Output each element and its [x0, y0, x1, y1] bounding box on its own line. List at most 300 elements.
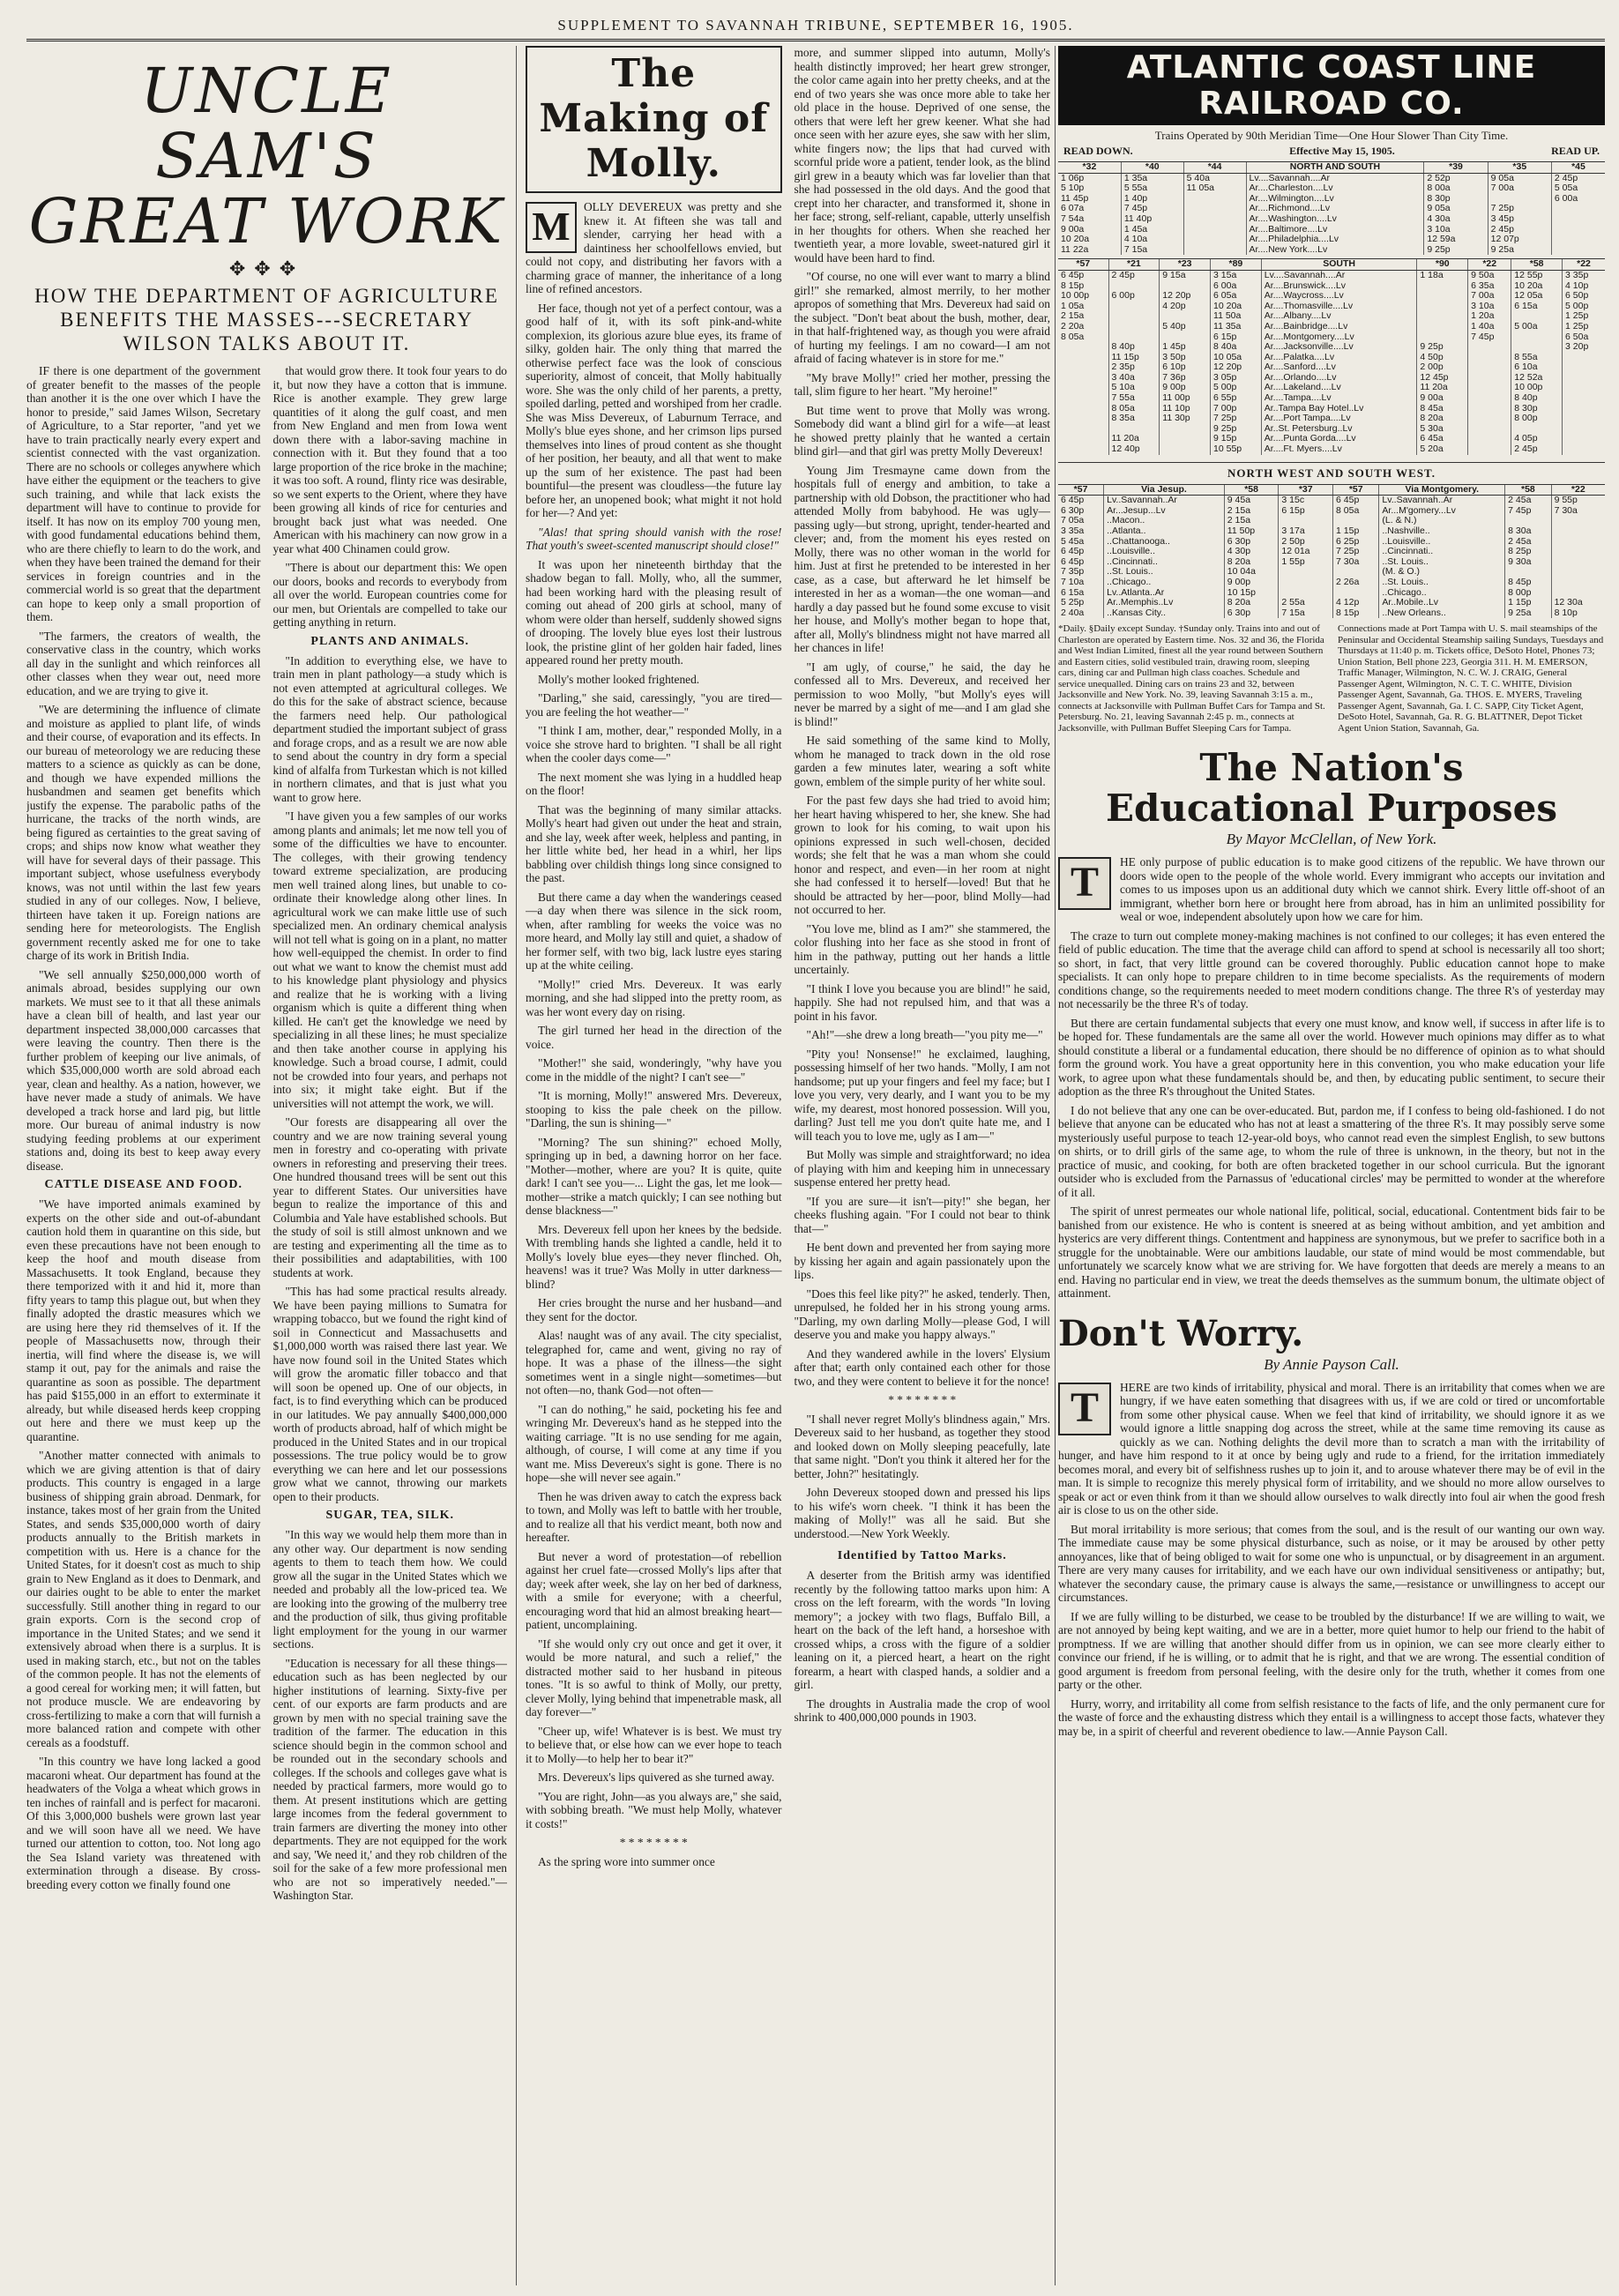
paragraph: The girl turned her head in the direction of the voice.	[526, 1024, 782, 1051]
timetable-cell: 2 15a	[1224, 516, 1279, 526]
timetable-cell: Lv..Savannah..Ar	[1379, 496, 1505, 506]
timetable-cell	[1468, 362, 1511, 373]
quotation: "Alas! that spring should vanish with the rose! That youth's sweet-scented manuscript should close!"	[526, 525, 782, 552]
timetable-cell: 8 20a	[1224, 598, 1279, 608]
timetable-cell: 11 50a	[1211, 311, 1262, 322]
timetable-cell: 6 30p	[1061, 504, 1085, 516]
timetable-cell: 11 05a	[1183, 183, 1246, 194]
timetable-cell: 2 35p	[1108, 362, 1160, 373]
timetable-cell: 11 20a	[1108, 434, 1160, 444]
timetable-cell: Ar....Tampa....Lv	[1261, 393, 1417, 404]
timetable-cell: 9 30a	[1505, 557, 1551, 568]
timetable-cell	[1058, 424, 1108, 435]
timetable-header-cell: *37	[1279, 484, 1333, 496]
timetable-header-cell: *58	[1224, 484, 1279, 496]
paragraph: "Of course, no one will ever want to marry a blind girl!" she remarked, almost merrily, to her mother apropos of something that Mrs. Devereux had said on the subject. "Don't beat about the bush, mother, dear, in that half-frightened way, as though you were afraid of hurting my feelings. I am no coward—I am not afraid of facing whatever is in store for me."	[794, 270, 1050, 365]
timetable-cell	[1468, 353, 1511, 363]
paragraph: But Molly was simple and straightforward; no idea of playing with him and keeping him in unnecessary suspense entered her pretty head.	[794, 1148, 1050, 1189]
timetable-cell: 10 04a	[1224, 567, 1279, 578]
timetable-cell: 2 45p	[1551, 173, 1605, 183]
tattoo-paragraph: A deserter from the British army was identified recently by the following tattoo marks upon him: A cross on the left forearm, with the words "In loving memory"; a jockey with two flags, Buffalo Bill, a heart on the back of the left hand, a horseshoe with crossed whips, a cross with the figure of a soldier leaning on it, a pierced heart, a heart on the right forearm, a heart with clasped hands, a soldier and a girl.	[794, 1569, 1050, 1691]
timetable-cell: 4 12p	[1333, 598, 1379, 608]
paragraph: "I shall never regret Molly's blindness again," Mrs. Devereux said to her husband, as together they stood and looked down on Molly sleeping peacefully, late that same night. "Don't you think it altered her for the better, John?" hesitatingly.	[794, 1412, 1050, 1480]
paragraph: Young Jim Tresmayne came down from the hospitals full of energy and ambition, to take a partnership with old Dobson, the practitioner who had attended Molly from babyhood. He was ugly—passing ugly—but strong, upright, tender-hearted and clever; and, from the moment his eyes rested on Molly, there was no other woman in the world for him. Just at first he pretended to be interested in her case, as a case, but afterward he let himself be interested in her as a woman—the one woman—and hardly a day passed but he found some excuse to visit her house, and Molly's mother began to hope that, after all, Molly's blindness might not have marred all her chances in life!	[794, 463, 1050, 654]
timetable-cell: 10 55p	[1211, 444, 1262, 455]
paragraph: That was the beginning of many similar attacks. Molly's heart had given out under the heat and strain, and she lay, week after week, helpless and panting, in her little white bed, her head in a whirl, her lips babbling over childish things long since consigned to the past.	[526, 802, 782, 884]
timetable-cell: 8 30p	[1511, 404, 1563, 414]
timetable-cell: Ar....Punta Gorda....Lv	[1261, 434, 1417, 444]
timetable-cell: 1 15p	[1505, 598, 1551, 608]
paragraph: "My brave Molly!" cried her mother, pressing the tall, slim figure to her heart. "My heroine!"	[794, 370, 1050, 398]
railroad-advertisement	[1058, 46, 1605, 734]
timetable-cell: 1 25p	[1563, 322, 1605, 332]
timetable-cell: 6 15a	[1061, 586, 1085, 598]
timetable-cell: 9 25a	[1488, 245, 1551, 256]
timetable-cell: 8 00p	[1511, 414, 1563, 424]
title-line-1: UNCLE SAM'S	[140, 55, 393, 192]
timetable-cell: 6 00a	[1211, 281, 1262, 292]
timetable-header-cell: *23	[1160, 259, 1211, 271]
timetable-cell: 1 55p	[1279, 557, 1333, 568]
paragraph: But moral irritability is more serious; that comes from the soul, and is the result of our wanting our own way. The immediate cause may be some physical disturbance, such as noise, or it may be aroused by other petty annoyances, like that of being obliged to wait for some one who is unpunctual, or by disagreement in an argument. There are very many causes for irritability, and we each have our own individual sensitiveness or antipathy; but, whatever the secondary cause, the primary cause is always the same,—resistance or unwillingness to accept our circumstances.	[1058, 1522, 1605, 1605]
timetable-cell: 7 35p	[1061, 566, 1085, 578]
timetable-cell: Ar....Waycross....Lv	[1261, 291, 1417, 302]
drop-cap: M	[526, 202, 577, 253]
timetable-cell	[1417, 291, 1468, 302]
timetable-cell: 4 10p	[1563, 281, 1605, 292]
timetable-cell: 5 10a	[1108, 383, 1160, 393]
paragraph: But there are certain fundamental subjects that every one must know, and know well, if success in after life is to be hoped for. These fundamentals are the same all over the world. However much opinions may differ as to what should constitute a liberal or a fundamental education, there should be no difference of opinion as to what should form the ground work. You have a great opportunity here in this convention, you who make education your life work, to agree upon what these fundamentals should be, and then, by educating public sentiment, to secure their adoption as the three R's throughout the United States.	[1058, 1016, 1605, 1099]
timetable-cell: 5 55a	[1121, 183, 1183, 194]
paragraph: And they wandered awhile in the lovers' Elysium after that; earth only contained each other for those two, and they were content to believe it for the nonce!	[794, 1346, 1050, 1388]
timetable-cell: 11 50p	[1224, 526, 1279, 537]
timetable-cell: 8 10p	[1551, 608, 1605, 619]
timetable-cell: 6 25p	[1333, 537, 1379, 548]
timetable-cell	[1551, 537, 1605, 548]
timetable-cell: 1 06p	[1061, 172, 1085, 183]
timetable-cell	[1058, 383, 1108, 393]
paragraph: "This has had some practical results already. We have been paying millions to Sumatra for wrapping tobacco, but we found the right kind of soil in Connecticut and Massachusetts and $1,000,000 worth was raised there last year. We have now found soil in the United States which will grow the aromatic filler tobacco and that will soon be opened up. One of our objects, in fact, is to find everything which can be produced in our latitudes. We pay annually $400,000,000 worth of products abroad, half of which might be produced in the United States and in our tropical possessions. The true policy would be to grow everything we can here and let our possessions grow what we cannot, throwing our markets open to their products.	[272, 1285, 507, 1503]
timetable-row	[1058, 342, 1605, 353]
timetable-cell: Ar..St. Petersburg..Lv	[1261, 424, 1417, 435]
timetable-cell	[1417, 311, 1468, 322]
timetable-cell: 3 05p	[1211, 373, 1262, 384]
timetable-cell: 8 25p	[1505, 547, 1551, 557]
paragraph: Molly's mother looked frightened.	[538, 672, 700, 686]
timetable-cell: 2 26a	[1333, 578, 1379, 588]
paragraph: Mrs. Devereux fell upon her knees by the bedside. With trembling hands she lighted a candle, held it to Molly's lovely blue eyes—they never flinched. Oh, heavens! was it true? Was Molly in utter darkness—blind?	[526, 1222, 782, 1291]
timetable-cell: 8 35a	[1108, 414, 1160, 424]
timetable-cell: 7 54a	[1061, 212, 1085, 224]
timetable-header-cell: NORTH AND SOUTH	[1246, 162, 1424, 174]
timetable-cell	[1511, 332, 1563, 343]
timetable-cell: ..Kansas City..	[1104, 608, 1225, 619]
paragraph: "You love me, blind as I am?" she stammered, the color flushing into her face as she stood in front of him in the pathway, putting out her hands a little uncertainly.	[794, 921, 1050, 976]
timetable-cell	[1108, 302, 1160, 312]
timetable-cell	[1183, 225, 1246, 235]
timetable-cell: 9 15p	[1211, 434, 1262, 444]
timetable-cell: 12 45p	[1417, 373, 1468, 384]
timetable-cell: 8 00p	[1505, 588, 1551, 599]
timetable-header-cell: *22	[1468, 259, 1511, 271]
timetable-cell: 5 40a	[1183, 173, 1246, 183]
timetable-header-row	[1058, 484, 1605, 496]
timetable-cell	[1563, 404, 1605, 414]
timetable-cell: 7 10a	[1061, 576, 1085, 587]
timetable-row	[1058, 608, 1605, 619]
timetable-cell: 9 25a	[1505, 608, 1551, 619]
timetable-cell: 8 40a	[1211, 342, 1262, 353]
timetable-cell: 8 05a	[1333, 506, 1379, 517]
timetable-cell: 6 45p	[1061, 269, 1085, 280]
title-line-2: GREAT WORK	[28, 185, 505, 257]
timetable-north	[1058, 161, 1605, 255]
timetable-cell: ..Nashville..	[1379, 526, 1505, 537]
timetable-cell	[1468, 414, 1511, 424]
timetable-cell	[1563, 393, 1605, 404]
timetable-cell: Lv....Savannah....Ar	[1261, 270, 1417, 280]
timetable-header-cell: *35	[1488, 162, 1551, 174]
timetable-cell: 10 05a	[1211, 353, 1262, 363]
timetable-header-row	[1058, 259, 1605, 271]
timetable-cell: ..Chicago..	[1379, 588, 1505, 599]
paragraph: "We are determining the influence of climate and moisture as applied to plant life, of winds and their course, of evaporation and its effects. In our bureau of meteorology we are reducing these matters to a science as quickly as can be done, and though we have expended millions the husbandmen and seamen get benefits which justify the expense. The parabolic paths of the hurricane, the tracks of the north winds, are being figured as certainties to the great saving of crops; and ships now know what weather they will have for several days of their passage. This important subject, whose usefulness everybody knows, was not until within the last few years studied in any of our colleges. Now, I believe, thirteen have taken it up. Foreign nations are sending here for meteorologists. The English government recently asked me for one to take charge of its work in British India.	[26, 703, 261, 962]
timetable-cell	[1551, 557, 1605, 568]
timetable-cell	[1468, 444, 1511, 455]
paragraph: "In this country we have long lacked a good macaroni wheat. Our department has found at the headwaters of the Volga a wheat which grows in ten inches of rainfall and is perfect for macaroni. Of this 3,000,000 bushels were grown last year and we will soon have all we need. We have turned our attention to cotton, too. Not long ago the Sea Island variety was threatened with extermination through a disease. By cross-breeding every cotton we finally found one	[26, 1755, 261, 1891]
timetable-cell	[1551, 235, 1605, 245]
effective-date: Effective May 15, 1905.	[1289, 145, 1395, 157]
timetable-cell: 8 40p	[1108, 342, 1160, 353]
timetable-cell: ..Cincinnati..	[1379, 547, 1505, 557]
timetable-cell: Ar...M'gomery...Lv	[1379, 506, 1505, 517]
paragraph: "Morning? The sun shining?" echoed Molly, springing up in bed, a dawning horror on her face. "Mother—mother, where are you? It is quite, quite dark! I can't see you—... Light the gas, let me look—mother—strike a match quickly; I can see nothing but dense blackness—"	[526, 1135, 782, 1217]
timetable-cell	[1511, 342, 1563, 353]
timetable-cell	[1563, 383, 1605, 393]
timetable-cell: Ar....Lakeland....Lv	[1261, 383, 1417, 393]
paragraph: Her face, though not yet of a perfect contour, was a good half of it, with its soft pink-and-white complexion, its glorious azure blue eyes, its frame of silky, golden hair. The only thing that marred the otherwise perfect face was the look of conscious superiority, almost of conceit, that Molly habitually wore. She was the only child of her parents, a pretty, spoiled darling, petted and worshiped from her cradle. She was Miss Devereux, of Laburnum Terrace, and Molly's blue eyes shone, and her crimson lips pursed themselves into lines of proud content as she thought of her position, her beauty, and all that went to make up the sum of her existence. The past had been bountiful—the present was cloudless—the future lay before her, an unopened book; what might it not hold for her—? And yet:	[526, 301, 782, 519]
timetable-cell: Ar....Bainbridge....Lv	[1261, 322, 1417, 332]
timetable-cell	[1417, 302, 1468, 312]
nation-article	[1058, 748, 1605, 1301]
timetable-cell: 1 45p	[1160, 342, 1211, 353]
timetable-cell: ..Louisville..	[1379, 537, 1505, 548]
paragraph: HERE are two kinds of irritability, physical and moral. There is an irritability that comes when we are hungry, if we have eaten something that disagrees with us, if we are cold or tired or uncomfortable from some other physical cause. When we feel that kind of irritability, we should ignore it as we would ignore a little snapping dog across the street, while at the same time removing its cause as quickly as we can. Nothing delights the devil more than to scratch a man with the irritability of hunger, and have him respond to it at once by being ugly and rude to a friend, for the irritation immediately becomes moral, and every bit of selfishness rushes up to join it, and to arouse whatever there may be of evil in the man. It is simple to recognize this merely physical form of irritability, and we should no more allow ourselves to speak or act or even think from it than we should allow ourselves to walk directly into foul air when the good fresh air is close to us on the other side.	[1058, 1380, 1605, 1517]
timetable-cell: 7 00a	[1488, 183, 1551, 194]
subheading: PLANTS AND ANIMALS.	[310, 634, 470, 648]
timetable-cell	[1563, 424, 1605, 435]
timetable-cell	[1551, 547, 1605, 557]
timetable-header-cell: *57	[1058, 484, 1104, 496]
timetable-cell	[1417, 322, 1468, 332]
timetable-cell: 5 30a	[1417, 424, 1468, 435]
timetable-cell	[1058, 373, 1108, 384]
timetable-cell: 9 45a	[1224, 496, 1279, 506]
timetable-cell: 7 25p	[1333, 547, 1379, 557]
paragraph: "I can do nothing," he said, pocketing his fee and wringing Mr. Devereux's hand as he stepped into the waiting carriage. "It is no use sending for me again, although, of course, I will come at any time if you want me. Miss Devereux's sight is gone. There is no hope—she will never see again."	[526, 1402, 782, 1484]
timetable-cell: Ar....Brunswick....Lv	[1261, 281, 1417, 292]
timetable-cell: Ar....Charleston....Lv	[1246, 183, 1424, 194]
molly-article	[526, 46, 1050, 2285]
timetable-cell	[1551, 516, 1605, 526]
paragraph: "Darling," she said, caressingly, "you are tired—you are feeling the hot weather—"	[526, 691, 782, 719]
byline: By Annie Payson Call.	[1264, 1355, 1399, 1373]
timetable-cell: Ar..Tampa Bay Hotel..Lv	[1261, 404, 1417, 414]
timetable-cell: 2 45a	[1505, 496, 1551, 506]
timetable-cell: 12 30a	[1551, 598, 1605, 608]
timetable-cell: 8 55a	[1511, 353, 1563, 363]
timetable-cell: Ar....Richmond....Lv	[1246, 204, 1424, 214]
timetable-cell: Lv..Savannah..Ar	[1104, 496, 1225, 506]
paragraph: The craze to turn out complete money-making machines is not confined to our colleges; it has even entered the field of public education. The time that the average child can afford to spend at school is necessarily all too short; so short, in fact, that very little ground can be covered thoroughly. Public education cannot hope to make specialists. It can only hope to prepare children to in time become specialists. As the requirements of modern conditions change, so the requirements needed to meet modern conditions change. The three R's of yesterday may not necessarily be the three R's of today.	[1058, 928, 1605, 1011]
timetable-cell	[1183, 204, 1246, 214]
timetable-cell: 6 50p	[1563, 291, 1605, 302]
timetable-cell: 11 40p	[1121, 214, 1183, 225]
timetable-cell: 12 59a	[1424, 235, 1488, 245]
timetable-cell: 3 35a	[1061, 526, 1085, 536]
timetable-cell: 6 30p	[1224, 608, 1279, 619]
paragraph: Mrs. Devereux's lips quivered as she turned away.	[538, 1770, 775, 1784]
section-break: * * * * * * * *	[888, 1393, 957, 1406]
body-column-left	[526, 46, 782, 1874]
timetable-header-cell: *40	[1121, 162, 1183, 174]
timetable-cell: 12 05a	[1511, 291, 1563, 302]
timetable-cell	[1551, 567, 1605, 578]
timetable-cell: 6 45p	[1061, 495, 1085, 506]
timetable-cell: 8 15p	[1061, 280, 1085, 291]
timetable-row	[1058, 526, 1605, 537]
notes-right: Connections made at Port Tampa with U. S. mail steamships of the Peninsular and Occidental Steamship sailing Sundays, Tuesdays and Thursdays at 11:40 p. m. Tickets office, DeSoto Hotel, Phones 73; Union Station, Bell phone 223, Georgia 311. H. M. EMERSON, Traffic Manager, Wilmington, N. C. W. J. CRAIG, General Passenger Agent, Wilmington, N. C. T. C. WHITE, Division Passenger Agent, Savannah, Ga. THOS. E. MYERS, Traveling Passenger Agent, Savannah, Ga. I. C. SAPP, City Ticket Agent, DeSoto Hotel, Savannah, Ga. R. G. BLATTNER, Depot Ticket Agent Union Station, Savannah, Ga.	[1338, 623, 1604, 734]
timetable-header-cell: *45	[1551, 162, 1605, 174]
timetable-cell: 3 40a	[1108, 373, 1160, 384]
timetable-cell: 12 52a	[1511, 373, 1563, 384]
timetable-cell: 11 20a	[1417, 383, 1468, 393]
timetable-cell: 2 45p	[1108, 270, 1160, 280]
drop-cap: T	[1058, 857, 1111, 910]
timetable-cell: Ar....Ft. Myers....Lv	[1261, 444, 1417, 455]
timetable-cell: 9 05a	[1488, 173, 1551, 183]
timetable-cell: 6 55p	[1211, 393, 1262, 404]
uncle-sam-article	[26, 46, 507, 2285]
paragraph: "The farmers, the creators of wealth, the conservative class in the country, which works all day in the sunlight and which reinforces all other classes when they wear out, need more education, and we are trying to give it.	[26, 629, 261, 697]
read-up-label: READ UP.	[1551, 145, 1600, 157]
timetable-cell: 8 20a	[1417, 414, 1468, 424]
timetable-cell	[1058, 342, 1108, 353]
timetable-cell: 2 15a	[1061, 310, 1085, 322]
paragraph: "We have imported animals examined by experts on the other side and out-of-abundant caution hold them in quarantine on this side, but even these precautions have not been enough to keep the hoof and mouth disease from Massachusetts. It took England, because they there temporized with it and hid it, more than fifty years to tamp this plague out, but when they finally adopted the drastic measures which we are using here they rid themselves of it. If the people of Massachusetts now, through their inertia, will find where the disease is, we will stamp it out, pay for the animals and raise the quarantine as soon as possible. The department has paid $155,000 in an effort to exterminate it already, but while diseased herds keep cropping out here and there we must keep up the quarantine.	[26, 1197, 261, 1443]
timetable-cell: 7 25p	[1211, 414, 1262, 424]
timetable-cell: ..Cincinnati..	[1104, 557, 1225, 568]
timetable-cell: 8 20a	[1224, 557, 1279, 568]
timetable-cell	[1058, 414, 1108, 424]
paragraph: The spirit of unrest permeates our whole national life, political, social, educational. Contentment bids fair to be banished from our existence. He who is content is sneered at as being without ambition, and yet ambition and hysterics are very different things. Contentment and happiness are synonymous, but we prefer to sacrifice both in a struggle for the unobtainable. Were our ambitions laudable, our state of mind would be most commendable, but unfortunately we scarcely know what we are striving for. We have forgotten that deeds are merely a means to an end. Having no particular end in view, we treat the deeds themselves as the summum bonum, the ultimate object of attainment.	[1058, 1204, 1605, 1301]
timetable-cell	[1468, 373, 1511, 384]
paragraph: John Devereux stooped down and pressed his lips to his wife's worn cheek. "I think it has been the making of Molly!" was all he said. But she understood.—New York Weekly.	[794, 1486, 1050, 1540]
timetable-cell: ..St. Louis..	[1379, 578, 1505, 588]
paragraph: "Education is necessary for all these things—education such as has been neglected by our higher institutions of learning. Sixty-five per cent. of our exports are farm products and are grown by men with no special training save the tradition of the farmer. The education in this science should begin in the common school and be rounded out in the secondary schools and colleges. If the schools and colleges gave what is needed by practical farmers, more would go to them. At present institutions which are getting large incomes from the federal government to train farmers are diverting the money into other departments. They are not equipped for the work and say, 'We need it,' and they rob children of the soil for the sake of a few more professional men who are not so imperatively needed."—Washington Star.	[272, 1656, 507, 1902]
timetable-cell: Ar..Memphis..Lv	[1104, 598, 1225, 608]
timetable-cell: 7 45p	[1505, 506, 1551, 517]
paragraph: But never a word of protestation—of rebellion against her cruel fate—crossed Molly's lips after that day; week after week, she lay on her bed of darkness, with a smile for everyone; with a cheerful, encouraging word that hid an almost breaking heart—patient, uncomplaining.	[526, 1549, 782, 1631]
timetable-cell	[1468, 404, 1511, 414]
timetable-cell: 3 10a	[1468, 302, 1511, 312]
timetable-header-cell: *57	[1333, 484, 1379, 496]
railroad-subtitle: Trains Operated by 90th Meridian Time—One Hour Slower Than City Time.	[1154, 129, 1509, 142]
timetable-cell: Lv....Savannah....Ar	[1246, 173, 1424, 183]
timetable-cell: ..New Orleans..	[1379, 608, 1505, 619]
timetable-cell: 3 35p	[1563, 270, 1605, 280]
timetable-cell: 11 10p	[1160, 404, 1211, 414]
timetable-cell	[1563, 444, 1605, 455]
paragraph: "I have given you a few samples of our works among plants and animals; let me now tell you of some of the difficulties we have to encounter. The colleges, with their growing tendency toward extreme specialization, are producing men well trained along lines, but unable to co-ordinate their knowledge along other lines. In agricultural work we can make little use of such specialized men. An ordinary chemical analysis will not tell what is going on in a plant, no matter how well-equipped the chemist. In order to find out what we want to know the chemist must add to his knowledge plant physiology and physics and realize that he is working with a living organism which is quite a different thing when killed. He can't get the knowledge we need by specializing in all these lines; he must specialize and then take another course in applying his knowledge. Such a broad course, I admit, could not be crowded into four years, and perhaps not into six; it might take eight. But if the universities will not attempt the work, we will.	[272, 809, 507, 1110]
timetable-direction-row	[1063, 145, 1600, 158]
paragraph: The next moment she was lying in a huddled heap on the floor!	[526, 770, 782, 797]
timetable-cell	[1058, 434, 1108, 444]
title-line-2: Educational Purposes	[1105, 786, 1558, 831]
paragraph: But there came a day when the wanderings ceased—a day when there was silence in the sick room, when, after rambling for weeks the voice was no more heard, and Molly lay still and quiet, a shadow of her former self, with two big, lack lustre eyes staring up at the white ceiling.	[526, 890, 782, 972]
drought-paragraph: The droughts in Australia made the crop of wool shrink to 400,000,000 pounds in 1903.	[794, 1696, 1050, 1724]
timetable-cell: 9 00a	[1061, 223, 1085, 235]
timetable-cell: 7 30a	[1551, 506, 1605, 517]
timetable-cell: 12 20p	[1211, 362, 1262, 373]
timetable-cell: Ar....Baltimore....Lv	[1246, 225, 1424, 235]
timetable-cell: 1 40p	[1121, 194, 1183, 205]
timetable-cell: 1 40a	[1468, 322, 1511, 332]
timetable-cell: 2 45p	[1488, 225, 1551, 235]
drop-cap: T	[1058, 1383, 1111, 1435]
timetable-cell	[1468, 342, 1511, 353]
timetable-cell: 9 00a	[1417, 393, 1468, 404]
timetable-cell: 5 10p	[1061, 183, 1085, 194]
timetable-cell: 6 15p	[1211, 332, 1262, 343]
timetable-cell: 7 25p	[1488, 204, 1551, 214]
timetable-cell: Ar....Jacksonville....Lv	[1261, 342, 1417, 353]
timetable-cell: 11 45p	[1061, 192, 1089, 204]
timetable-header-cell: *32	[1058, 162, 1121, 174]
timetable-cell: 9 00p	[1160, 383, 1211, 393]
tattoo-heading: Identified by Tattoo Marks.	[837, 1549, 1007, 1562]
timetable-cell	[1183, 235, 1246, 245]
timetable-cell: 8 45a	[1417, 404, 1468, 414]
timetable-cell: 12 01a	[1279, 547, 1333, 557]
paragraph: OLLY DEVEREUX was pretty and she knew it. At fifteen she was tall and slender, carrying her head with a daintiness her schoolfellows envied, but could not copy, and distributing her favors with a charming grace of manner, the inheritance of a long line of refined ancestors.	[526, 200, 782, 295]
timetable-cell	[1551, 578, 1605, 588]
timetable-cell: 9 25p	[1417, 342, 1468, 353]
timetable-cell: 6 35a	[1468, 281, 1511, 292]
timetable-row	[1058, 214, 1605, 225]
timetable-cell	[1058, 362, 1108, 373]
header-text: SUPPLEMENT TO SAVANNAH TRIBUNE, SEPTEMBER 16, 1905.	[557, 17, 1074, 34]
timetable-header-cell: *89	[1211, 259, 1262, 271]
timetable-cell: 8 05a	[1061, 331, 1085, 342]
paragraph: It was upon her nineteenth birthday that the shadow began to fall. Molly, who, all the summer, had been working hard with the pleasing result of coming out ahead of 200 girls at school, many of whom were older than herself, suddenly showed signs of drooping. The lovely blue eyes lost their lustrous look, the pristine glint of her golden hair faded, lines appeared round her pretty mouth.	[526, 557, 782, 667]
timetable-notes	[1058, 623, 1605, 734]
timetable-cell: 6 10a	[1511, 362, 1563, 373]
paragraph: "In this way we would help them more than in any other way. Our department is now sending agents to them to teach them how. We could grow all the sugar in the United States which we needed and probably all the low-priced tea. We are looking into the growing of the mulberry tree and the production of silk, thus giving profitable light employment for the young in our warmer sections.	[272, 1528, 507, 1651]
paragraph: He said something of the same kind to Molly, whom he managed to track down in the old rose garden a few minutes later, wearing a soft white gown, emblem of the simple purity of her white soul.	[794, 734, 1050, 788]
timetable-cell: 9 15a	[1160, 270, 1211, 280]
timetable-cell: 8 30a	[1505, 526, 1551, 537]
timetable-cell: Lv..Atlanta..Ar	[1104, 588, 1225, 599]
timetable-cell	[1160, 434, 1211, 444]
timetable-row	[1058, 578, 1605, 588]
timetable-cell: 2 40a	[1061, 607, 1085, 618]
timetable-cell	[1468, 383, 1511, 393]
timetable-row	[1058, 235, 1605, 245]
timetable-cell: 7 30a	[1333, 557, 1379, 568]
timetable-cell: 4 20p	[1160, 302, 1211, 312]
timetable-cell: 2 55a	[1279, 598, 1333, 608]
timetable-cell	[1563, 434, 1605, 444]
article-body	[526, 46, 1050, 1874]
timetable-cell	[1417, 281, 1468, 292]
timetable-cell	[1160, 444, 1211, 455]
timetable-header-cell: *90	[1417, 259, 1468, 271]
timetable-cell: Ar...Jesup...Lv	[1104, 506, 1225, 517]
paragraph: "I am ugly, of course," he said, the day he confessed all to Mrs. Devereux, and received her permission to woo Molly, "but Molly's eyes will never be marred by a sight of me—and I am glad she is blind!"	[794, 660, 1050, 728]
timetable-cell: 5 00a	[1511, 322, 1563, 332]
timetable-header-cell: *57	[1058, 259, 1108, 271]
timetable-header-cell: *22	[1563, 259, 1605, 271]
paragraph: "You are right, John—as you always are," she said, with sobbing breath. "We must help Molly, whatever it costs!"	[526, 1789, 782, 1830]
timetable-cell: 4 30p	[1224, 547, 1279, 557]
timetable-cell: 11 22a	[1061, 243, 1089, 255]
timetable-cell: Ar....Philadelphia....Lv	[1246, 235, 1424, 245]
timetable-cell: 3 10a	[1424, 225, 1488, 235]
article-title-box	[526, 46, 782, 193]
timetable-row	[1058, 393, 1605, 404]
timetable-cell: 2 15a	[1224, 506, 1279, 517]
timetable-cell: 7 05a	[1061, 515, 1085, 526]
timetable-cell: 6 45a	[1417, 434, 1468, 444]
timetable-cell: 4 30a	[1424, 214, 1488, 225]
timetable-cell	[1279, 567, 1333, 578]
paragraph: "If you are sure—it isn't—pity!" she began, her cheeks flushing again. "For I could not bear to think that—"	[794, 1194, 1050, 1235]
timetable-cell: 7 15a	[1121, 245, 1183, 256]
paragraph: For the past few days she had tried to avoid him; her heart having whispered to her, she knew. She had grown to look for his coming, to wait upon his opinions expressed in such well-chosen, decided words; she felt that he was a man whom she could honor and respect, and even—in her room at night she had confessed it to herself—loved! But that he should be attracted by her—poor, blind Molly—had not occurred to her.	[794, 794, 1050, 916]
paragraph: "Our forests are disappearing all over the country and we are now training several young men in forestry and co-operating with private owners in reforesting and preserving their trees. One hundred thousand trees will be sent out this year to different States. Our universities have begun to realize the importance of this and Columbia and Yale have established schools. But the study of soil is still almost unknown and we are testing and experimenting all the time as to their possibilities and adaptabilities, with 100 students at work.	[272, 1115, 507, 1279]
timetable-cell: ..Atlanta..	[1104, 526, 1225, 537]
timetable-cell	[1279, 578, 1333, 588]
paragraph: "Does this feel like pity?" he asked, tenderly. Then, unrepulsed, he folded her in his strong young arms. "Darling, my own darling Molly—please God, I will deserve you and make you happy always."	[794, 1286, 1050, 1341]
article-title	[1058, 748, 1605, 829]
timetable-cell	[1551, 245, 1605, 256]
timetable-south	[1058, 258, 1605, 454]
timetable-cell: 3 15c	[1279, 496, 1333, 506]
timetable-cell	[1108, 311, 1160, 322]
timetable-cell: 2 20a	[1061, 320, 1085, 332]
timetable-cell: 9 50a	[1468, 270, 1511, 280]
timetable-cell: ..Chicago..	[1104, 578, 1225, 588]
paragraph: "We sell annually $250,000,000 worth of animals abroad, besides supplying our own markets. We must see to it that all these animals have a clean bill of health, and last year our department inspected 38,000,000 carcasses that were leaving the country. Then there is the further problem of keeping our live animals, of which $35,000,000 worth are sold abroad each year, clean and healthy. As a nation, however, we have never made a study of animals. We have developed a track horse and lard pig, but little more. Our bureau of animal industry is now studying feeding problems at our experiment stations and, doing its best to keep away every disease.	[26, 967, 261, 1173]
byline: By Mayor McClellan, of New York.	[1226, 831, 1437, 848]
timetable-cell	[1468, 424, 1511, 435]
ornament: ✥✥✥	[228, 257, 305, 280]
paragraph: Hurry, worry, and irritability all come from selfish resistance to the facts of life, and the only permanent cure for the waste of force and the exhausting distress which they entail is a willingness to accept those facts, whatever they may be, in a spirit of cheerful and reverent obedience to law.—Annie Payson Call.	[1058, 1696, 1605, 1738]
timetable-cell: 11 30p	[1160, 414, 1211, 424]
timetable-cell	[1183, 245, 1246, 256]
paragraph: Then he was driven away to catch the express back to town, and Molly was left to battle with her trouble, and to realize all that his verdict meant, both now and hereafter.	[526, 1489, 782, 1544]
timetable-cell: 9 05a	[1424, 204, 1488, 214]
timetable-cell: 7 00p	[1211, 404, 1262, 414]
timetable-cell: 2 45a	[1505, 537, 1551, 548]
timetable-cell: 5 40p	[1160, 322, 1211, 332]
timetable-cell: 10 00p	[1061, 290, 1090, 302]
timetable-cell: 8 00a	[1424, 183, 1488, 194]
timetable-cell: Ar....Palatka....Lv	[1261, 353, 1417, 363]
timetable-cell: 3 20p	[1563, 342, 1605, 353]
timetable-cell: ..Louisville..	[1104, 547, 1225, 557]
